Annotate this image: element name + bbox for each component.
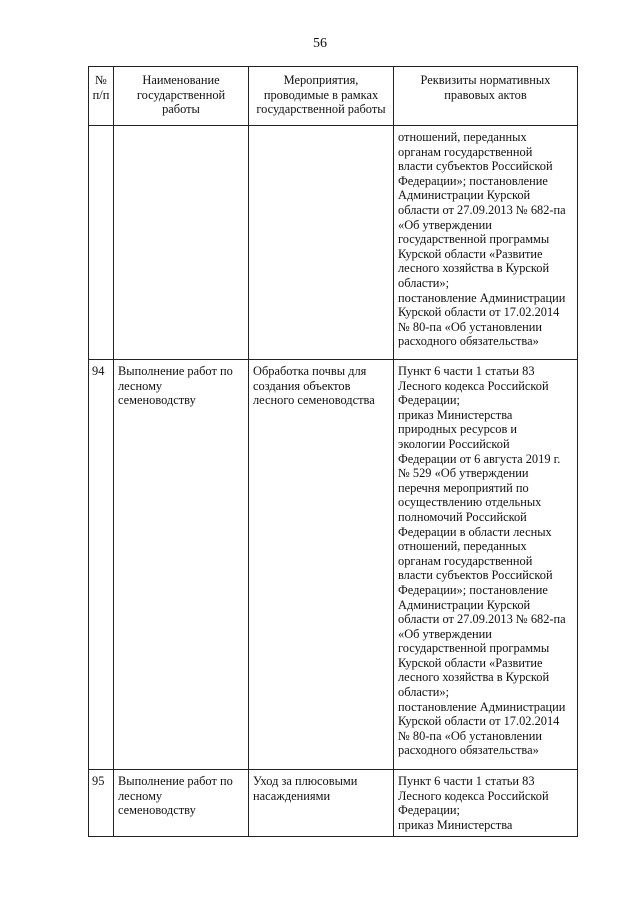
- text-line: приказ Министерства: [398, 817, 513, 832]
- text-line: Курской области от 17.02.2014: [398, 305, 560, 320]
- text-line: Федерации;: [398, 803, 460, 818]
- text-line: Курской области от 17.02.2014: [398, 714, 560, 729]
- header-activities: [249, 67, 394, 126]
- activity-cell: [249, 126, 394, 360]
- text-line: природных ресурсов и: [398, 422, 518, 437]
- text-line: государственной программы: [398, 232, 550, 247]
- text-line: Федерации;: [398, 393, 460, 408]
- work-name-cell: [114, 770, 249, 837]
- text-line: экологии Российской: [398, 436, 510, 451]
- text-line: лесному: [118, 378, 163, 393]
- text-line: отношений, переданных: [398, 539, 527, 554]
- text-line: Пункт 6 части 1 статьи 83: [398, 364, 535, 378]
- text-line: проводимые в рамках: [263, 87, 379, 102]
- header-number: [89, 67, 114, 126]
- text-line: полномочий Российской: [398, 509, 527, 524]
- text-line: расходного обязательства»: [398, 743, 539, 758]
- text-line: области»;: [398, 685, 450, 700]
- activity-cell: [249, 770, 394, 837]
- text-line: постановление Администрации: [398, 699, 566, 714]
- text-line: органам государственной: [398, 144, 533, 159]
- header-legal-acts: [394, 67, 578, 126]
- text-line: лесного хозяйства в Курской: [398, 261, 550, 276]
- text-line: Выполнение работ по: [118, 364, 233, 378]
- text-line: постановление Администрации: [398, 290, 566, 305]
- text-line: Курской области «Развитие: [398, 246, 543, 261]
- text-line: № 529 «Об утверждении: [398, 466, 529, 481]
- activity-cell: [249, 360, 394, 770]
- text-line: области»;: [398, 275, 450, 290]
- text-line: государственной программы: [398, 641, 550, 656]
- text-line: области от 27.09.2013 № 682-па: [398, 202, 566, 217]
- text-line: Курской области «Развитие: [398, 655, 543, 670]
- text-line: Федерации в области лесных: [398, 524, 552, 539]
- work-name-cell: [114, 126, 249, 360]
- legal-acts-cell: [394, 770, 578, 837]
- text-line: Федерации от 6 августа 2019 г.: [398, 451, 561, 466]
- text-line: власти субъектов Российской: [398, 159, 553, 174]
- work-name-cell: [114, 360, 249, 770]
- table-row: [89, 126, 578, 360]
- text-line: «Об утверждении: [398, 217, 492, 232]
- text-line: семеноводству: [118, 803, 196, 818]
- text-line: № 80-па «Об установлении: [398, 319, 543, 334]
- text-line: п/п: [92, 87, 110, 102]
- text-line: семеноводству: [118, 393, 196, 408]
- text-line: насаждениями: [253, 788, 331, 803]
- text-line: государственной: [136, 87, 226, 102]
- legal-acts-cell: [394, 126, 578, 360]
- legal-acts-cell: [394, 360, 578, 770]
- text-line: области от 27.09.2013 № 682-па: [398, 612, 566, 627]
- text-line: Пункт 6 части 1 статьи 83: [398, 774, 535, 788]
- table-header-row: [89, 67, 578, 126]
- text-line: работы: [162, 102, 200, 117]
- text-line: расходного обязательства»: [398, 334, 539, 349]
- text-line: Мероприятия,: [283, 73, 359, 87]
- text-line: правовых актов: [444, 87, 527, 102]
- text-line: №: [95, 73, 107, 87]
- text-line: Выполнение работ по: [118, 774, 233, 788]
- row-number: [89, 126, 114, 360]
- text-line: власти субъектов Российской: [398, 568, 553, 583]
- page-number: 56: [313, 36, 327, 51]
- text-line: Лесного кодекса Российской: [398, 788, 549, 803]
- text-line: органам государственной: [398, 553, 533, 568]
- text-line: отношений, переданных: [398, 130, 527, 144]
- regulations-table: [88, 66, 578, 837]
- row-number: 95: [89, 770, 114, 837]
- text-line: Уход за плюсовыми: [253, 774, 358, 788]
- text-line: «Об утверждении: [398, 626, 492, 641]
- text-line: Обработка почвы для: [253, 364, 367, 378]
- text-line: лесного хозяйства в Курской: [398, 670, 550, 685]
- header-work-name: [114, 67, 249, 126]
- text-line: лесного семеноводства: [253, 393, 375, 408]
- text-line: Лесного кодекса Российской: [398, 378, 549, 393]
- text-line: № 80-па «Об установлении: [398, 728, 543, 743]
- text-line: создания объектов: [253, 378, 351, 393]
- text-line: Наименование: [142, 73, 220, 87]
- table-row: [89, 360, 578, 770]
- text-line: перечня мероприятий по: [398, 480, 529, 495]
- text-line: государственной работы: [256, 102, 386, 117]
- text-line: приказ Министерства: [398, 407, 513, 422]
- table-row: [89, 770, 578, 837]
- text-line: Федерации»; постановление: [398, 582, 548, 597]
- row-number: 94: [89, 360, 114, 770]
- text-line: Реквизиты нормативных: [420, 73, 551, 87]
- text-line: осуществлению отдельных: [398, 495, 542, 510]
- text-line: лесному: [118, 788, 163, 803]
- text-line: Администрации Курской: [398, 188, 531, 203]
- text-line: Федерации»; постановление: [398, 173, 548, 188]
- text-line: Администрации Курской: [398, 597, 531, 612]
